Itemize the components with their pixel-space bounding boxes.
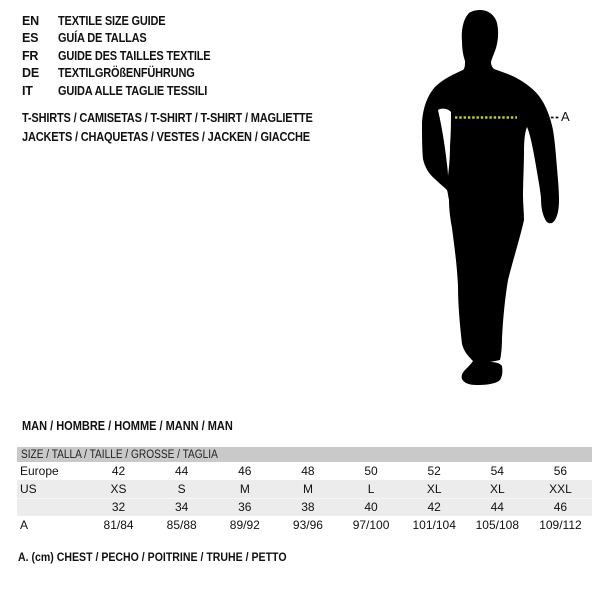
garment-category-text: JACKETS / CHAQUETAS / VESTES / JACKEN / GIACCHE: [22, 129, 310, 144]
size-cell: 56: [553, 464, 568, 478]
section-title: [22, 419, 262, 433]
size-cell: 44: [490, 500, 504, 514]
size-cell: 101/104: [412, 518, 456, 532]
size-table: [17, 447, 592, 534]
size-cell: 44: [175, 464, 189, 478]
size-cell: 46: [238, 464, 252, 478]
size-cell: 93/96: [292, 518, 323, 532]
size-cell: 97/100: [352, 518, 390, 532]
language-code: ES: [22, 31, 39, 46]
size-cell: M: [302, 482, 313, 496]
language-label: GUÍA DE TALLAS: [58, 31, 147, 46]
language-label: GUIDA ALLE TAGLIE TESSILI: [58, 83, 208, 98]
footnote: [18, 550, 323, 564]
size-cell: 32: [111, 500, 126, 514]
size-cell: 46: [553, 500, 568, 514]
language-row: [22, 65, 231, 83]
size-cell: 89/92: [229, 518, 260, 532]
size-table-header-text: SIZE / TALLA / TAILLE / GRÖSSE / TAGLIA: [21, 448, 218, 461]
size-cell: 42: [427, 500, 441, 514]
size-cell: 52: [427, 464, 441, 478]
language-code: EN: [22, 13, 39, 28]
language-row: [22, 12, 231, 30]
size-cell: 36: [238, 500, 252, 514]
language-list: [22, 12, 231, 100]
garment-category-line: [22, 128, 352, 147]
language-code: FR: [22, 48, 39, 63]
size-cell: 38: [301, 500, 315, 514]
language-code: DE: [22, 66, 39, 81]
language-label: TEXTILGRÖßENFÜHRUNG: [58, 66, 195, 81]
garment-category-text: T-SHIRTS / CAMISETAS / T-SHIRT / T-SHIRT / MAGLIETTE: [22, 111, 313, 126]
size-cell: 85/88: [166, 518, 197, 532]
row-label: Europe: [20, 464, 59, 478]
size-cell: S: [177, 482, 186, 496]
size-cell: XL: [489, 482, 505, 496]
man-silhouette-figure: [412, 8, 588, 392]
table-row: [17, 480, 592, 498]
size-cell: XL: [426, 482, 442, 496]
language-code: IT: [22, 83, 33, 98]
size-cell: 34: [175, 500, 189, 514]
row-label: US: [20, 482, 37, 496]
size-table-rows: [17, 462, 592, 534]
table-row: [17, 516, 592, 534]
language-row: [22, 30, 231, 48]
size-cell: 54: [490, 464, 504, 478]
size-cell: 42: [111, 464, 126, 478]
language-label: TEXTILE SIZE GUIDE: [58, 13, 166, 28]
size-cell: M: [239, 482, 250, 496]
size-cell: XS: [110, 482, 127, 496]
size-cell: 81/84: [103, 518, 134, 532]
garment-category-line: [22, 109, 352, 128]
row-label: A: [20, 518, 29, 532]
garment-category-list: [22, 109, 352, 146]
size-cell: 105/108: [475, 518, 519, 532]
size-cell: XXL: [549, 482, 572, 496]
table-row: [17, 498, 592, 516]
size-cell: L: [367, 482, 375, 496]
size-table-header: [17, 447, 592, 462]
language-row: [22, 82, 231, 100]
size-cell: 109/112: [539, 518, 582, 532]
man-silhouette: [422, 10, 559, 385]
size-cell: 50: [364, 464, 378, 478]
footnote-text: A. (cm) CHEST / PECHO / POITRINE / TRUHE / PETTO: [18, 550, 287, 564]
chest-measure-label: A: [561, 109, 570, 124]
size-cell: 40: [364, 500, 378, 514]
table-row: [17, 462, 592, 480]
language-row: [22, 47, 231, 65]
size-cell: 48: [301, 464, 315, 478]
language-label: GUIDE DES TAILLES TEXTILE: [58, 48, 211, 63]
section-title-text: MAN / HOMBRE / HOMME / MANN / MAN: [22, 419, 233, 433]
